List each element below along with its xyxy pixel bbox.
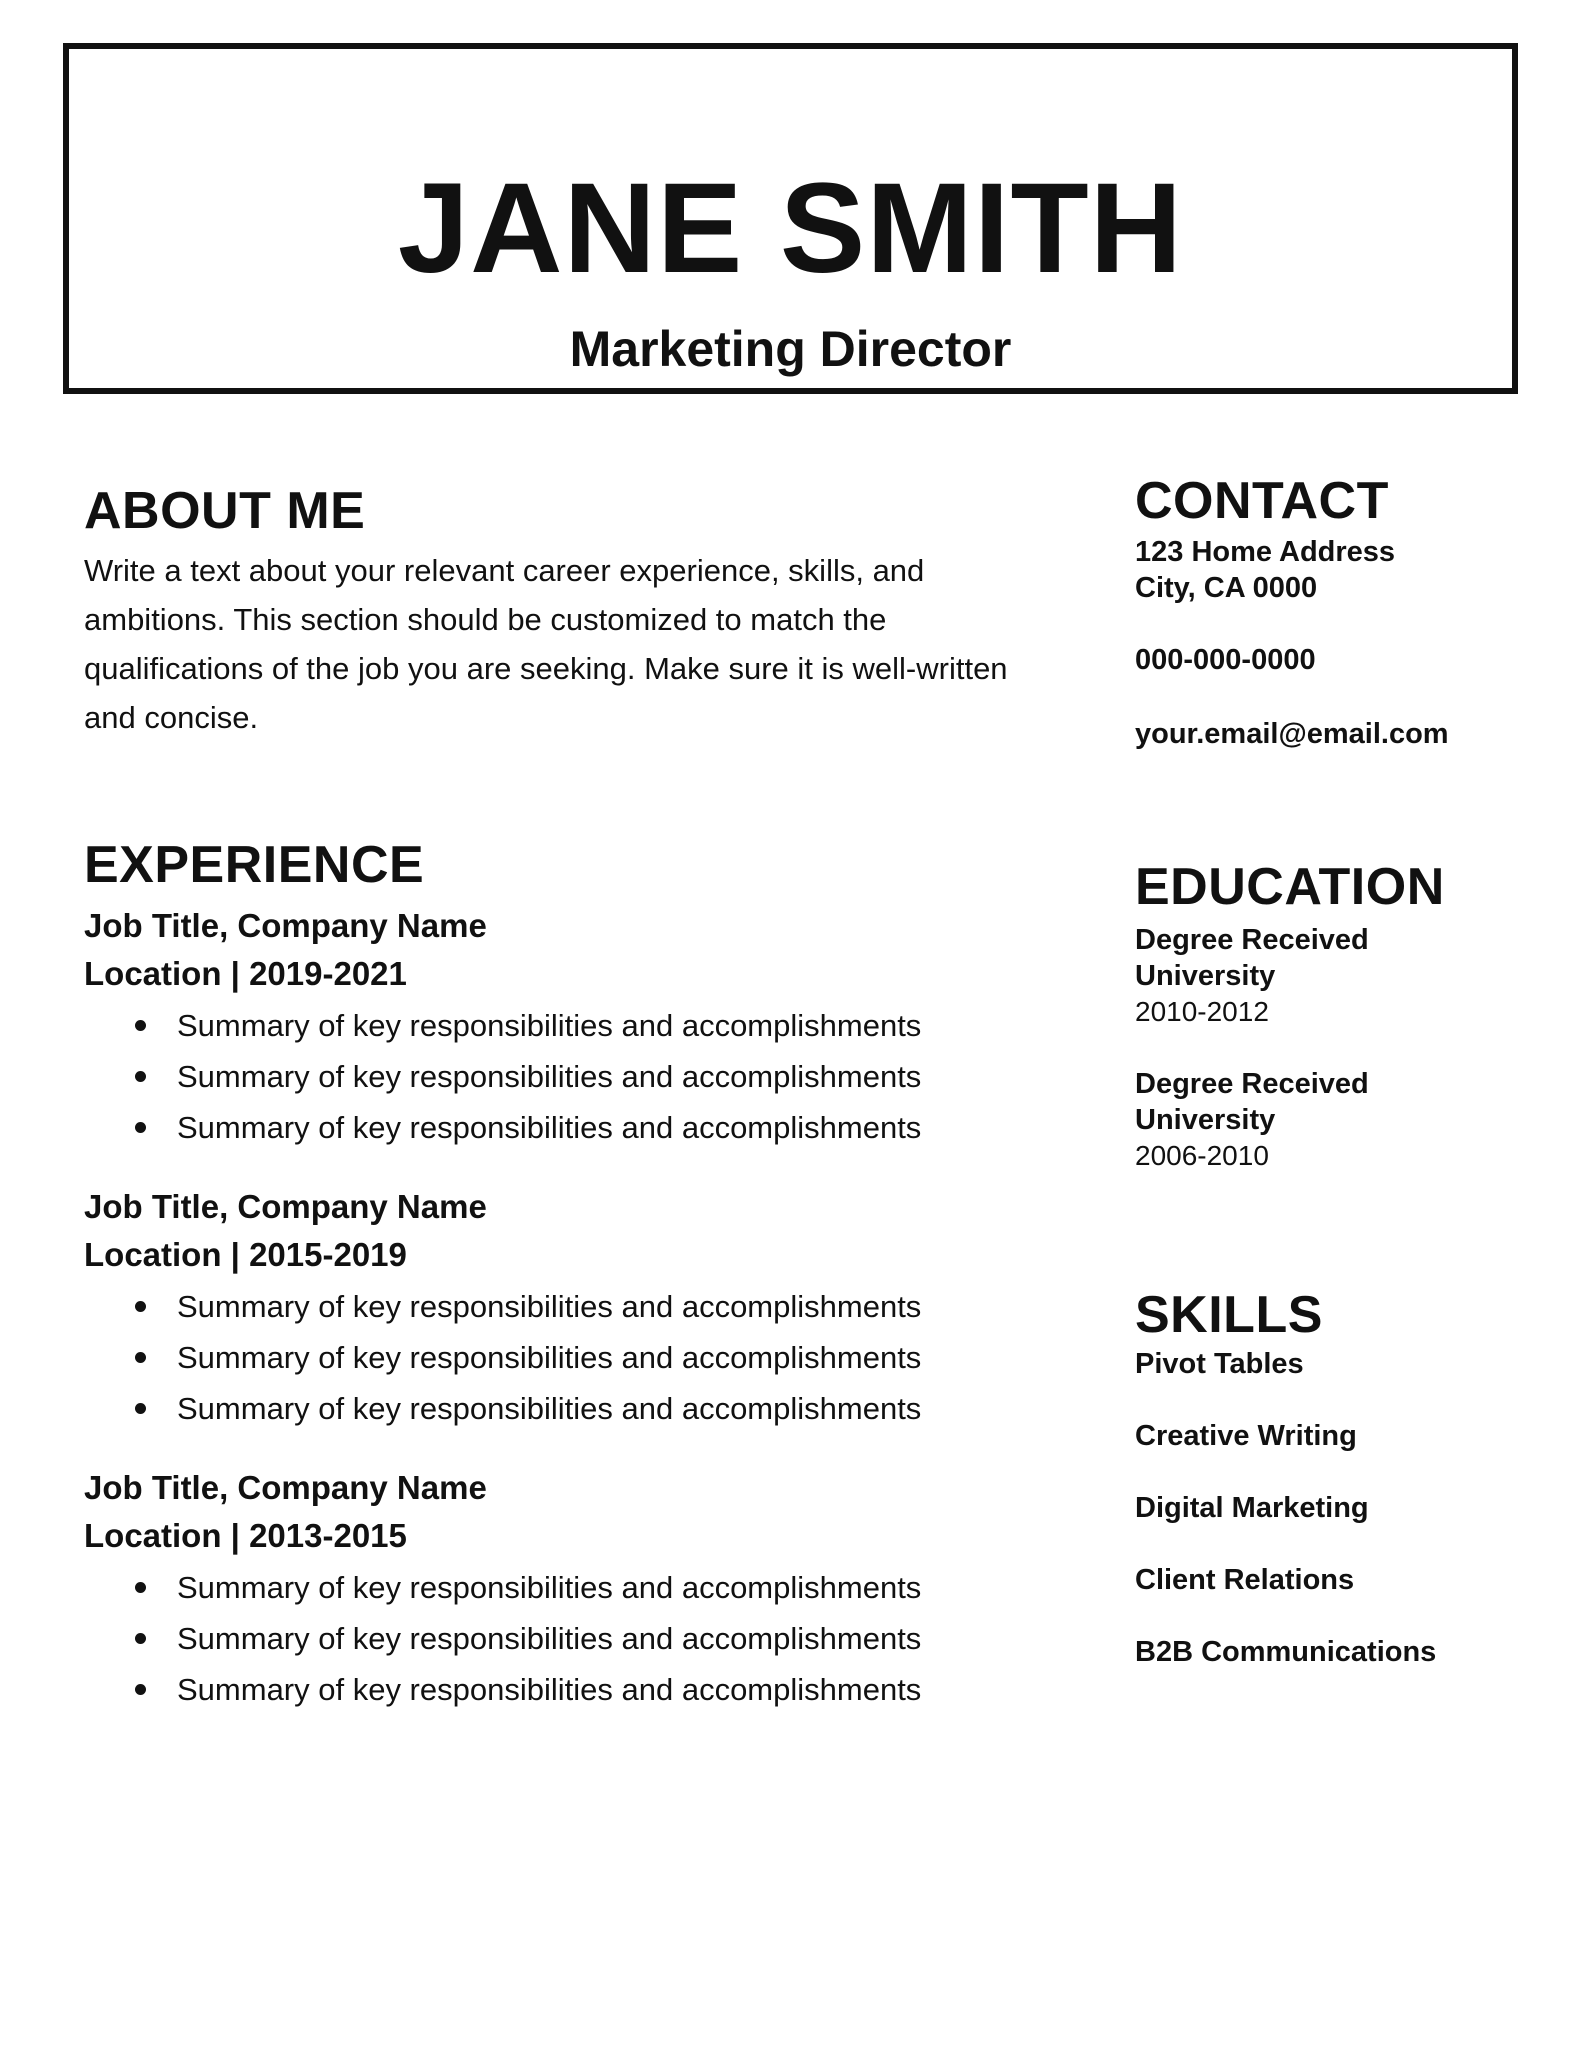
education-entry [1135, 922, 1565, 1030]
job-bullet [84, 1000, 1044, 1051]
job-bullet-text: Summary of key responsibilities and accomplishments [177, 1621, 922, 1656]
skill-list [1135, 1346, 1565, 1670]
job-bullet-text: Summary of key responsibilities and accomplishments [177, 1289, 922, 1324]
right-column [1135, 470, 1565, 1706]
skill-item: Digital Marketing [1135, 1492, 1369, 1524]
job-bullet-text: Summary of key responsibilities and accomplishments [177, 1340, 922, 1375]
job-bullets [84, 1281, 1044, 1434]
about-heading: ABOUT ME [84, 482, 366, 540]
about-text: Write a text about your relevant career experience, skills, and ambitions. This section should be customized to match the qualifications of the job you are seeking. Make sure it is well-written and concise. [84, 553, 1008, 735]
contact-address-line2: City, CA 0000 [1135, 572, 1318, 604]
education-university: University [1135, 1104, 1276, 1136]
job-location: Location | 2019-2021 [84, 955, 407, 992]
job-entry [84, 1183, 1044, 1434]
bullet-icon [135, 1684, 146, 1695]
contact-heading: CONTACT [1135, 472, 1389, 530]
job-bullet [84, 1332, 1044, 1383]
skills-heading: SKILLS [1135, 1286, 1323, 1344]
header-box [63, 43, 1518, 394]
education-years: 2010-2012 [1135, 996, 1269, 1027]
job-bullet [84, 1613, 1044, 1664]
skill-item: Client Relations [1135, 1564, 1355, 1596]
job-bullet [84, 1051, 1044, 1102]
job-bullet [84, 1102, 1044, 1153]
education-entry [1135, 1066, 1565, 1174]
education-university: University [1135, 960, 1276, 992]
contact-address-line1: 123 Home Address [1135, 536, 1396, 568]
about-section [84, 480, 1044, 742]
skill-item: Creative Writing [1135, 1420, 1357, 1452]
education-section [1135, 856, 1565, 1174]
job-bullet-text: Summary of key responsibilities and accomplishments [177, 1570, 922, 1605]
contact-email: your.email@email.com [1135, 718, 1449, 750]
experience-section [84, 834, 1044, 1715]
experience-heading: EXPERIENCE [84, 836, 425, 894]
job-bullet [84, 1562, 1044, 1613]
bullet-icon [135, 1633, 146, 1644]
education-degree: Degree Received [1135, 924, 1369, 956]
job-title: Job Title, Company Name [84, 907, 487, 944]
skill-item: B2B Communications [1135, 1636, 1437, 1668]
education-heading: EDUCATION [1135, 858, 1445, 916]
bullet-icon [135, 1352, 146, 1363]
bullet-icon [135, 1403, 146, 1414]
bullet-icon [135, 1301, 146, 1312]
job-bullet-text: Summary of key responsibilities and accomplishments [177, 1008, 922, 1043]
bullet-icon [135, 1582, 146, 1593]
job-bullet-text: Summary of key responsibilities and accomplishments [177, 1059, 922, 1094]
education-degree: Degree Received [1135, 1068, 1369, 1100]
job-bullet [84, 1383, 1044, 1434]
bullet-icon [135, 1020, 146, 1031]
education-years: 2006-2010 [1135, 1140, 1269, 1171]
job-location: Location | 2013-2015 [84, 1517, 407, 1554]
job-entry [84, 902, 1044, 1153]
job-title: Job Title, Company Name [84, 1469, 487, 1506]
contact-phone: 000-000-0000 [1135, 644, 1316, 676]
bullet-icon [135, 1122, 146, 1133]
job-bullet [84, 1281, 1044, 1332]
job-entry [84, 1464, 1044, 1715]
job-bullet-text: Summary of key responsibilities and accomplishments [177, 1672, 922, 1707]
job-bullet-text: Summary of key responsibilities and accomplishments [177, 1110, 922, 1145]
contact-section [1135, 470, 1565, 752]
contact-details [1135, 534, 1565, 752]
job-bullets [84, 1562, 1044, 1715]
skills-section [1135, 1284, 1565, 1670]
job-title: Job Title, Company Name [84, 1188, 487, 1225]
resume-role: Marketing Director [569, 321, 1012, 377]
job-bullet-text: Summary of key responsibilities and accomplishments [177, 1391, 922, 1426]
job-bullets [84, 1000, 1044, 1153]
job-bullet [84, 1664, 1044, 1715]
job-location: Location | 2015-2019 [84, 1236, 407, 1273]
skill-item: Pivot Tables [1135, 1348, 1304, 1380]
bullet-icon [135, 1071, 146, 1082]
resume-name: JANE SMITH [397, 157, 1184, 300]
left-column [84, 480, 1044, 1715]
